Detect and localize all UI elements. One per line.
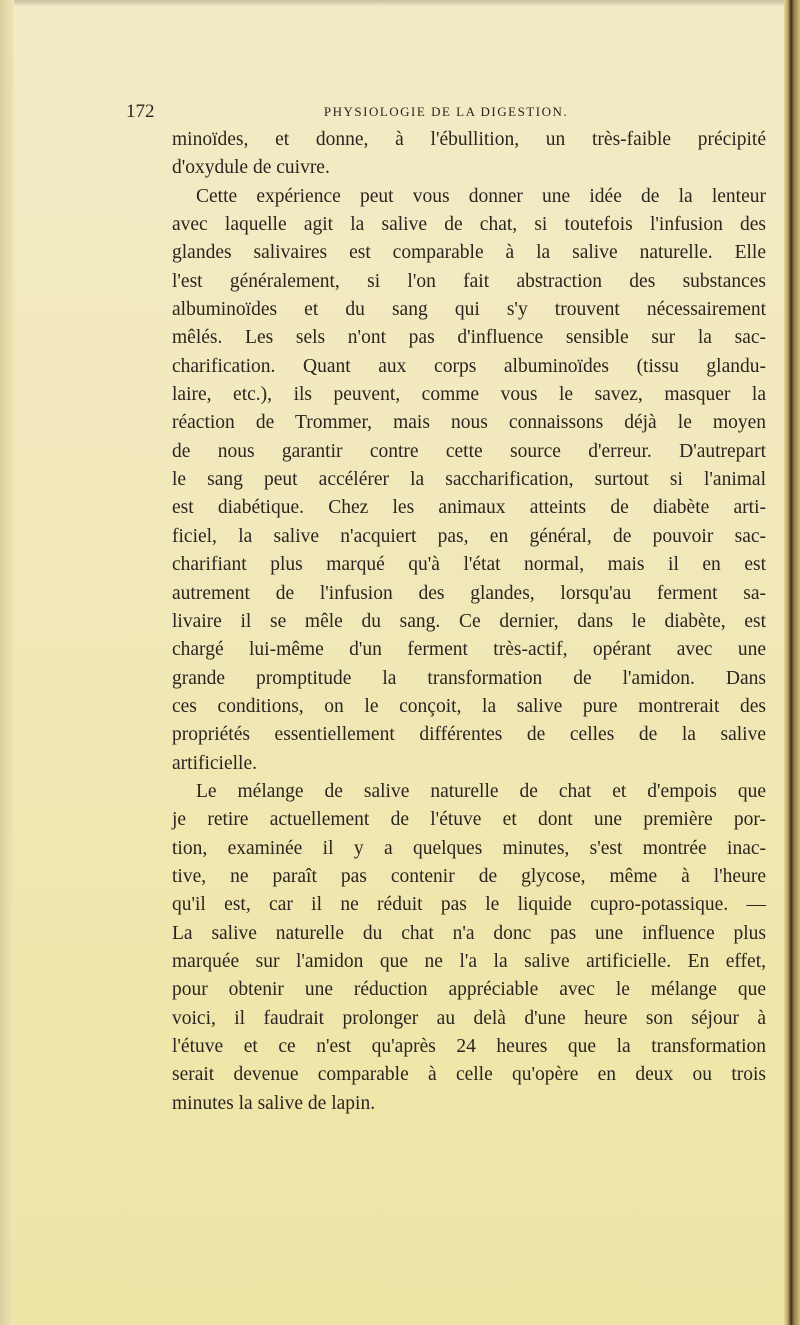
text-line: d'oxydule de cuivre. (172, 157, 330, 179)
text-line: le sang peut accélérer la saccharification, surtout si l'animal (172, 469, 766, 491)
text-line: autrement de l'infusion des glandes, lorsqu'au ferment sa- (172, 582, 766, 604)
text-line: laire, etc.), ils peuvent, comme vous le savez, masquer la (172, 384, 766, 406)
text-line: La salive naturelle du chat n'a donc pas une influence plus (172, 922, 766, 944)
text-line: charifiant plus marqué qu'à l'état normal, mais il en est (172, 554, 766, 576)
text-line: réaction de Trommer, mais nous connaissons déjà le moyen (172, 412, 766, 434)
book-binding (784, 0, 800, 1325)
paragraph (172, 183, 766, 778)
text-line: Le mélange de salive naturelle de chat et d'empois que (196, 780, 766, 802)
text-line: est diabétique. Chez les animaux atteints de diabète arti- (172, 497, 766, 519)
page-top-edge (0, 0, 800, 6)
text-line: l'étuve et ce n'est qu'après 24 heures que la transformation (172, 1036, 766, 1057)
text-line: chargé lui-même d'un ferment très-actif, opérant avec une (172, 639, 766, 661)
text-line: l'est généralement, si l'on fait abstraction des substances (172, 270, 766, 292)
text-line: Cette expérience peut vous donner une idée de la lenteur (196, 185, 766, 207)
text-line: tive, ne paraît pas contenir de glycose, même à l'heure (172, 865, 766, 887)
text-line: voici, il faudrait prolonger au delà d'une heure son séjour à (172, 1007, 766, 1029)
text-line: livaire il se mêle du sang. Ce dernier, dans le diabète, est (172, 610, 766, 632)
text-line: avec laquelle agit la salive de chat, si toutefois l'infusion des (172, 214, 766, 236)
text-line: pour obtenir une réduction appréciable avec le mélange que (172, 979, 766, 1001)
text-line: ficiel, la salive n'acquiert pas, en général, de pouvoir sac- (172, 525, 766, 547)
text-line: qu'il est, car il ne réduit pas le liquide cupro-potassique. — (172, 894, 766, 916)
text-line: artificielle. (172, 752, 257, 774)
text-line: de nous garantir contre cette source d'erreur. D'autrepart (172, 440, 766, 462)
text-line: je retire actuellement de l'étuve et dont une première por- (172, 809, 766, 831)
page-header (126, 101, 766, 125)
text-line: marquée sur l'amidon que ne l'a la salive artificielle. En effet, (172, 950, 766, 972)
text-line: albuminoïdes et du sang qui s'y trouvent nécessairement (172, 299, 766, 321)
text-line: charification. Quant aux corps albuminoïdes (tissu glandu- (172, 355, 766, 377)
body-text (172, 126, 766, 1118)
page-number: 172 (126, 101, 155, 122)
text-line: minoïdes, et donne, à l'ébullition, un très-faible précipité (172, 129, 766, 150)
text-line: serait devenue comparable à celle qu'opère en deux ou trois (172, 1064, 766, 1086)
paragraph (172, 126, 766, 183)
running-title: PHYSIOLOGIE DE LA DIGESTION. (323, 104, 569, 119)
paragraph (172, 778, 766, 1118)
text-line: minutes la salive de lapin. (172, 1092, 376, 1114)
text-line: propriétés essentiellement différentes de celles de la salive (172, 724, 766, 746)
page-left-edge (0, 0, 14, 1325)
text-line: tion, examinée il y a quelques minutes, s'est montrée inac- (172, 837, 766, 859)
text-line: glandes salivaires est comparable à la salive naturelle. Elle (172, 242, 766, 264)
text-line: mêlés. Les sels n'ont pas d'influence sensible sur la sac- (172, 327, 766, 349)
text-line: grande promptitude la transformation de l'amidon. Dans (172, 667, 766, 689)
text-line: ces conditions, on le conçoit, la salive pure montrerait des (172, 695, 766, 717)
